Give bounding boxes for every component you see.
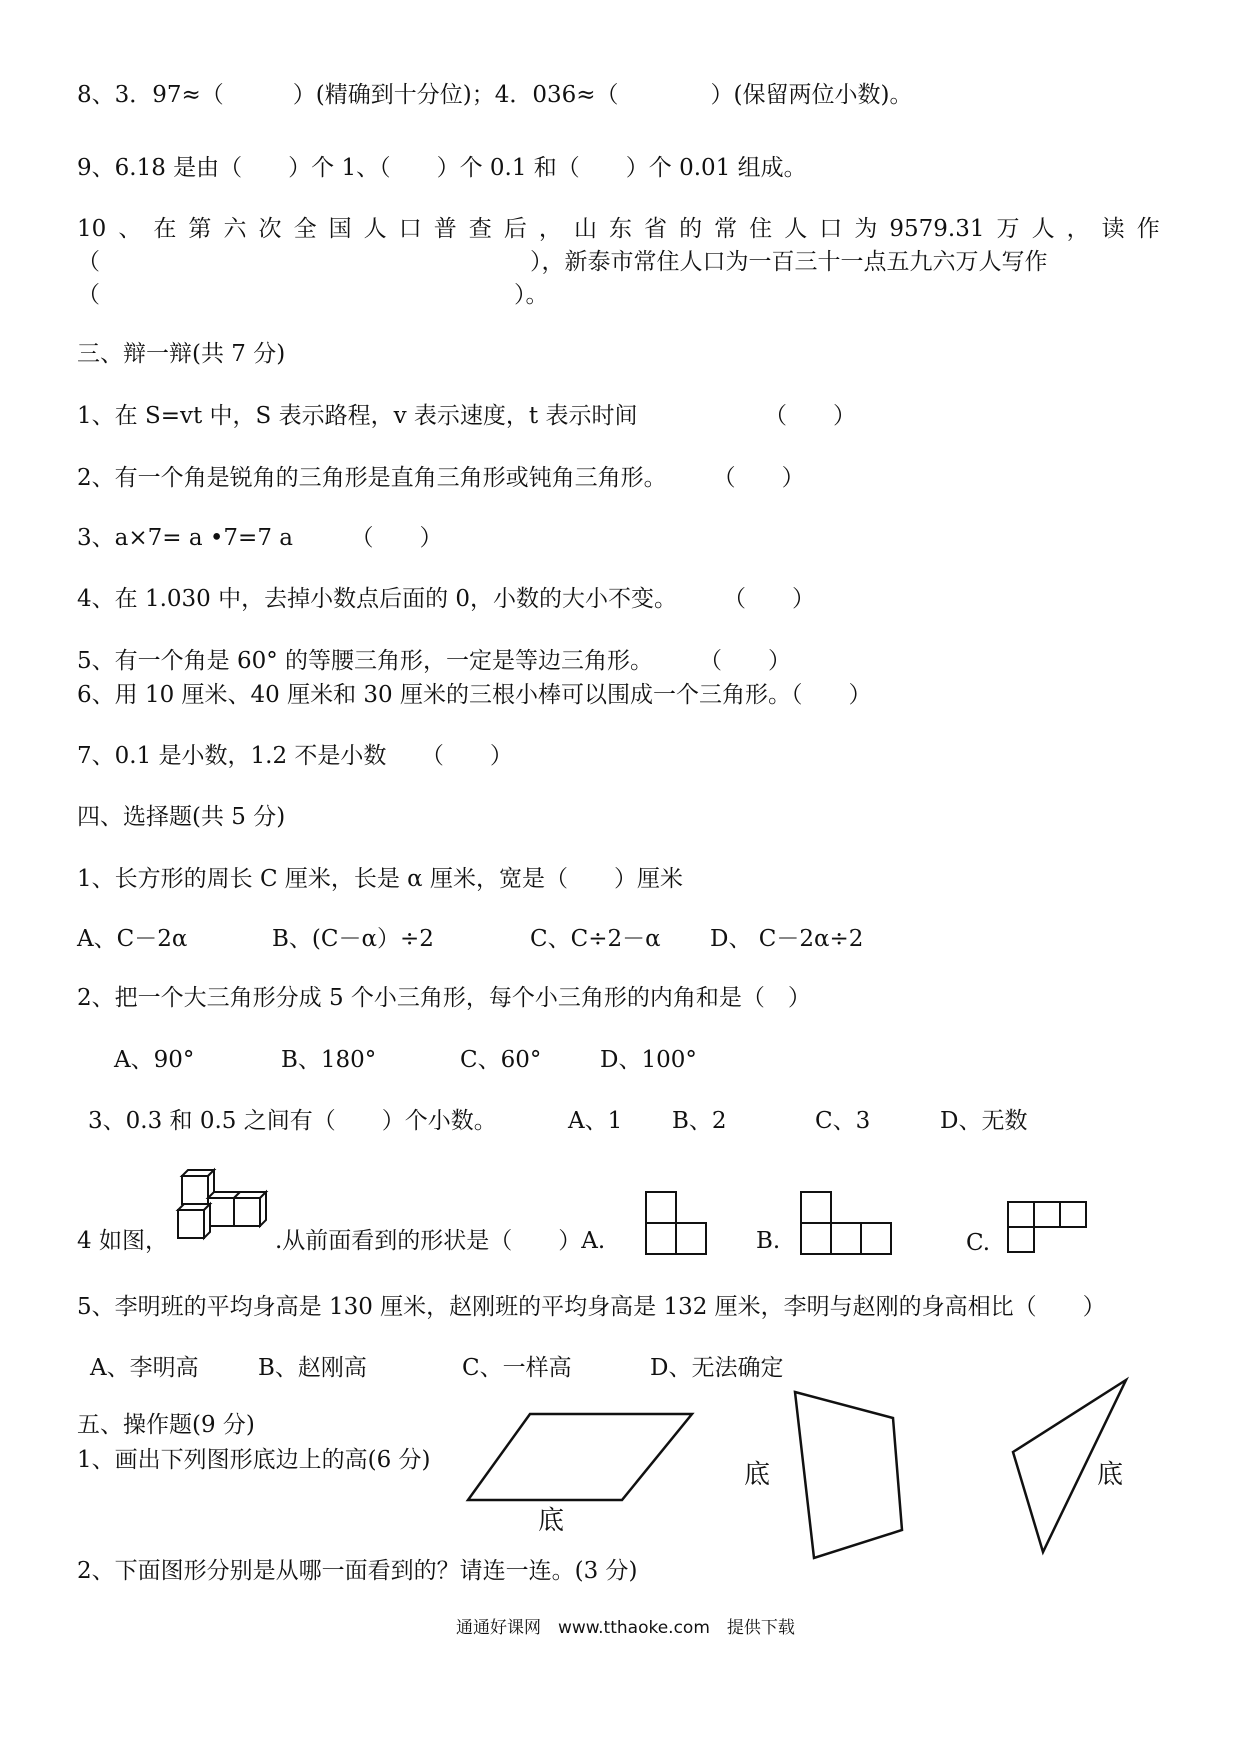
judge-item-7: 7、0.1 是小数，1.2 不是小数 （ ）: [77, 743, 513, 769]
judge-item-2: 2、有一个角是锐角的三角形是直角三角形或钝角三角形。 （ ）: [77, 465, 805, 491]
choice-q2-option-d: D、100°: [600, 1047, 697, 1073]
q10-token: 9579.31: [889, 216, 985, 242]
section-5-title: 五、操作题(9 分): [77, 1412, 255, 1438]
q10-token: 人: [784, 216, 808, 242]
q10-token: 第: [188, 216, 212, 242]
q10-token: 后: [503, 216, 527, 242]
question-10-line-2-open: （: [77, 249, 100, 275]
page-footer: 通通好课网 www.tthaoke.com 提供下载: [456, 1618, 795, 1638]
triangle-base-label: 底: [1097, 1460, 1124, 1490]
q10-token: ，: [538, 216, 562, 242]
q10-token: 为: [854, 216, 878, 242]
q10-token: 东: [608, 216, 632, 242]
option-a-view-figure: [645, 1191, 707, 1255]
option-c-view-figure: [1007, 1201, 1087, 1253]
choice-q1: 1、长方形的周长 C 厘米，长是 α 厘米，宽是（ ）厘米: [77, 866, 684, 892]
choice-q1-option-d: D、 C－2α÷2: [710, 926, 864, 952]
q10-token: 国: [328, 216, 352, 242]
judge-item-6: 6、用 10 厘米、40 厘米和 30 厘米的三根小棒可以围成一个三角形。（ ）: [77, 682, 872, 708]
parallelogram-figure: [460, 1410, 700, 1506]
choice-q2: 2、把一个大三角形分成 5 个小三角形，每个小三角形的内角和是（ ）: [77, 985, 811, 1011]
choice-q4-option-c-label: C.: [966, 1230, 991, 1256]
q10-token: 住: [749, 216, 773, 242]
q10-token: 读: [1101, 216, 1125, 242]
q10-token: 查: [468, 216, 492, 242]
choice-q2-option-b: B、180°: [281, 1047, 377, 1073]
q10-token: 常: [714, 216, 738, 242]
option-b-view-figure: [800, 1191, 892, 1255]
choice-q3: 3、0.3 和 0.5 之间有（ ）个小数。: [88, 1108, 497, 1134]
choice-q3-option-a: A、1: [568, 1108, 623, 1134]
choice-q5-option-d: D、无法确定: [650, 1355, 784, 1381]
judge-item-3: 3、a×7= a •7=7 a （ ）: [77, 525, 443, 551]
trapezoid-base-label: 底: [744, 1460, 771, 1490]
q10-token: 10: [77, 216, 107, 242]
operation-q1: 1、画出下列图形底边上的高(6 分): [77, 1447, 431, 1473]
judge-item-1: 1、在 S=vt 中，S 表示路程，v 表示速度，t 表示时间 （ ）: [77, 403, 856, 429]
operation-q2: 2、下面图形分别是从哪一面看到的？请连一连。(3 分): [77, 1558, 638, 1584]
q10-token: 口: [819, 216, 843, 242]
choice-q4-suffix: .从前面看到的形状是（ ）A.: [275, 1228, 606, 1254]
choice-q5-option-c: C、一样高: [462, 1355, 572, 1381]
q10-token: 省: [644, 216, 668, 242]
q10-token: 人: [363, 216, 387, 242]
choice-q3-option-c: C、3: [815, 1108, 871, 1134]
choice-q2-option-a: A、90°: [114, 1047, 195, 1073]
trapezoid-figure: [790, 1386, 910, 1566]
q10-token: 作: [1136, 216, 1160, 242]
choice-q4-prefix: 4 如图，: [77, 1228, 168, 1254]
q10-token: 人: [1031, 216, 1055, 242]
question-10-line-2-rest: ），新泰市常住人口为一百三十一点五九六万人写作: [530, 249, 1048, 275]
choice-q5: 5、李明班的平均身高是 130 厘米，赵刚班的平均身高是 132 厘米，李明与赵刚的身高相比（ ）: [77, 1294, 1106, 1320]
question-10-line-3: （ ）。: [77, 282, 549, 308]
choice-q4-option-b-label: B.: [756, 1228, 781, 1254]
choice-q1-option-b: B、(C－α）÷2: [272, 926, 434, 952]
q10-token: 全: [293, 216, 317, 242]
choice-q3-option-d: D、无数: [940, 1108, 1028, 1134]
question-10-line-1: [77, 218, 1160, 241]
q10-token: 六: [223, 216, 247, 242]
parallelogram-base-label: 底: [538, 1506, 565, 1536]
q10-token: 山: [573, 216, 597, 242]
q10-token: 口: [398, 216, 422, 242]
choice-q2-option-c: C、60°: [460, 1047, 542, 1073]
choice-q1-option-c: C、C÷2－α: [530, 926, 661, 952]
section-4-title: 四、选择题(共 5 分): [77, 804, 286, 830]
choice-q5-option-a: A、李明高: [90, 1355, 199, 1381]
choice-q1-option-a: A、C－2α: [77, 926, 188, 952]
q10-token: 在: [153, 216, 177, 242]
choice-q3-option-b: B、2: [672, 1108, 727, 1134]
q10-token: 普: [433, 216, 457, 242]
choice-q5-option-b: B、赵刚高: [258, 1355, 367, 1381]
section-3-title: 三、辩一辩(共 7 分): [77, 341, 286, 367]
question-8: 8、3．97≈（ ）(精确到十分位)；4．036≈（ ）(保留两位小数)。: [77, 82, 913, 108]
q10-token: ，: [1066, 216, 1090, 242]
judge-item-4: 4、在 1.030 中，去掉小数点后面的 0，小数的大小不变。 （ ）: [77, 586, 816, 612]
question-9: 9、6.18 是由（ ）个 1、（ ）个 0.1 和（ ）个 0.01 组成。: [77, 155, 807, 181]
q10-token: 次: [258, 216, 282, 242]
judge-item-5: 5、有一个角是 60° 的等腰三角形，一定是等边三角形。 （ ）: [77, 648, 792, 674]
stacked-cubes-figure: [170, 1168, 280, 1246]
q10-token: 、: [118, 216, 142, 242]
q10-token: 万: [996, 216, 1020, 242]
q10-token: 的: [679, 216, 703, 242]
